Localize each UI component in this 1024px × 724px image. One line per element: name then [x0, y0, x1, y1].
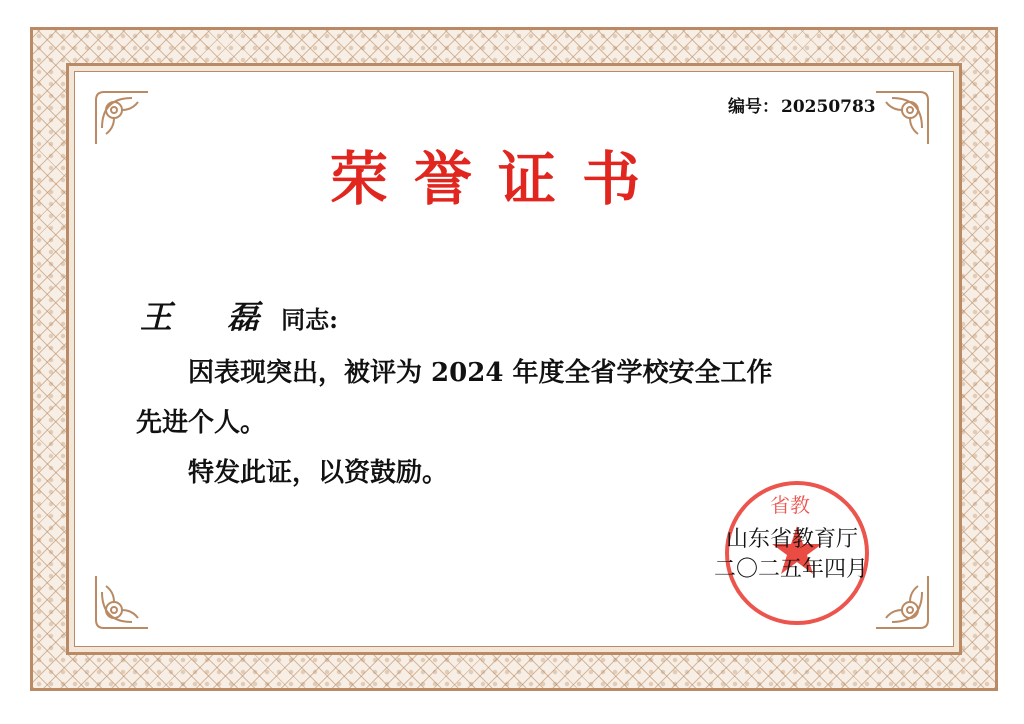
salutation: 同志:: [281, 305, 339, 334]
corner-ornament-icon: [92, 88, 152, 148]
recipient-name: 王 磊: [140, 298, 282, 336]
body-line: 先进个人。: [136, 408, 267, 438]
issue-date: 二〇二五年四月: [714, 557, 869, 582]
certificate-number-value: 20250783: [781, 97, 876, 117]
seal-text: 省教: [770, 493, 810, 517]
recipient-line: [140, 292, 338, 338]
certificate-number: [728, 92, 876, 117]
corner-ornament-icon: [872, 572, 932, 632]
corner-ornament-icon: [872, 88, 932, 148]
certificate-title: 荣誉证书: [330, 145, 667, 213]
corner-ornament-icon: [92, 572, 152, 632]
certificate-number-label: 编号：: [728, 97, 779, 117]
certificate-body: [136, 348, 916, 498]
body-line: 因表现突出，被评为 2024 年度全省学校安全工作: [188, 358, 773, 388]
issuer-name: 山东省教育厅: [726, 527, 859, 552]
body-line: 特发此证，以资鼓励。: [188, 458, 449, 488]
